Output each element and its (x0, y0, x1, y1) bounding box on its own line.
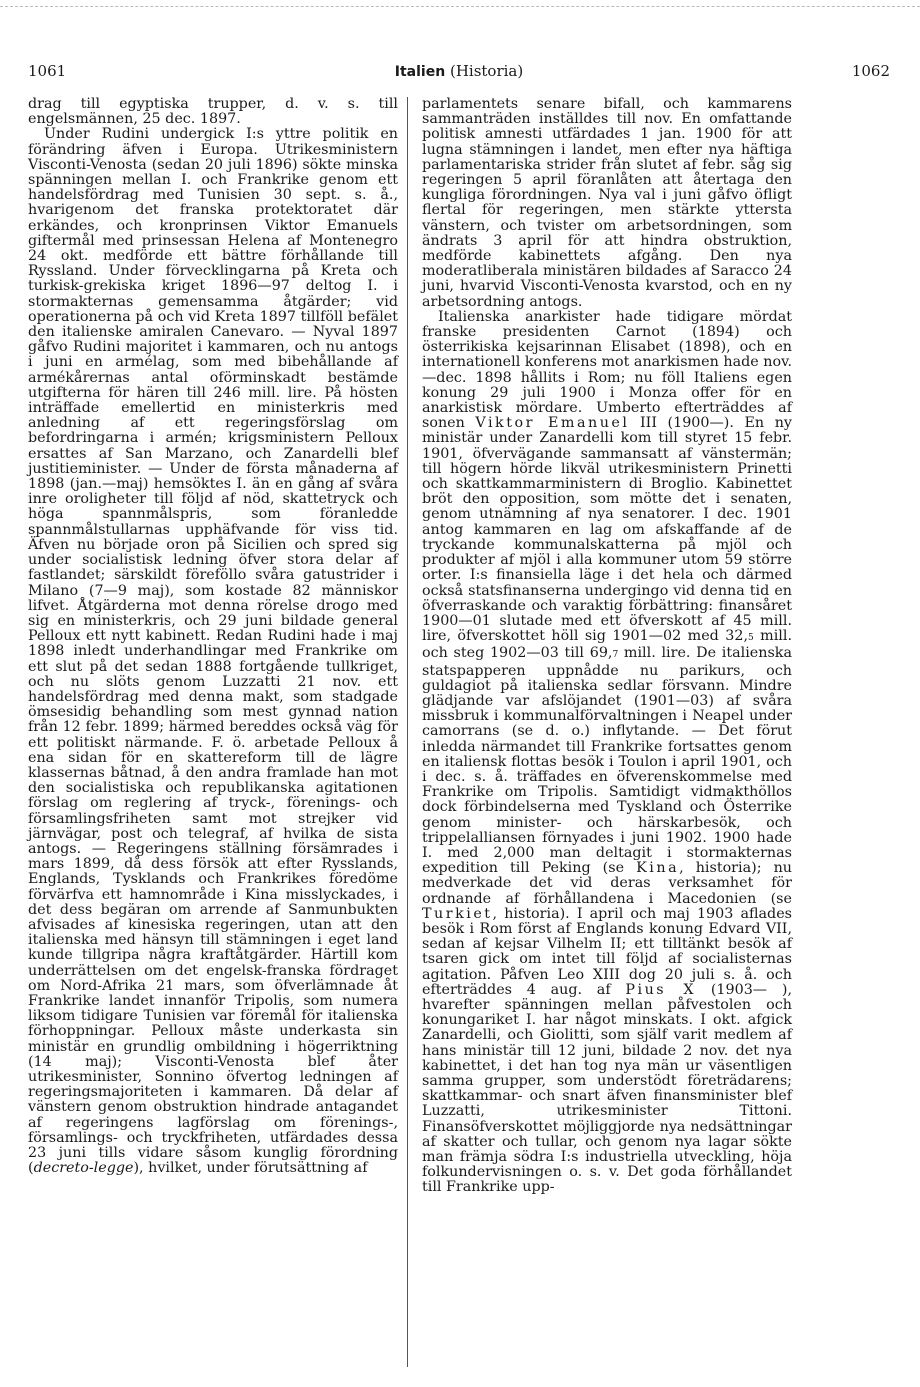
decimal-subscript: 7 (612, 650, 619, 661)
paragraph: parlamentets senare bifall, och kammarens sammanträden inställdes till nov. En omfattande politisk amnesti utfärdades 1 jan. 1900 för att lugna stämningen i landet, men efter nya häftiga parlamentariska strider från slutet af febr. såg sig regeringen 5 april föranlåten att återtaga den kungliga förordningen. Nya val i juni gåfvo öfligt flertal för regeringen, men stärkte yttersta vänstern, och tvister om arbetsordningen, som ändrats 3 april för att hindra obstruktion, medförde kabinettets afgång. Den nya moderatliberala ministären bildades af Saracco 24 juni, hvarvid Visconti-Venosta kvarstod, och en ny arbetsordning antogs. (422, 96, 792, 310)
text-run: , historia); nu medverkade det vid deras verksamhet för ordnande af förhållandena i Macedonien (se (422, 860, 792, 907)
spaced-name: Viktor Emanuel (475, 415, 630, 432)
paragraph (422, 310, 792, 1196)
text-run: (1903— ), hvarefter spänningen mellan påfvestolen och konungariket I. har något minskats. I okt. afgick Zanardelli, och Giolitti, som själf varit medlem af hans ministär till 12 juni, bildade 2 nov. det nya kabinettet, i det han tog nya män ur väsentligen samma grupper, som understödt företrädarens; skattkammar- och snart äfven finansminister blef Luzzatti, utrikesminister Tittoni. Finansöfverskottet möjliggjorde nya nedsättningar af skatter och tullar, och genom nya lagar sökte man främja södra I:s industriella utveckling, höja folkundervisningen o. s. v. Det goda förhållandet till Frankrike upp- (422, 981, 792, 1196)
italic-term: decreto-legge (33, 1160, 134, 1177)
text-run: , historia). I april och maj 1903 aflades besök i Rom först af Englands konung Edvard VII, sedan af kejsar Vilhelm II; ett tilltänkt besök af tsaren gick om intet till följd af socialisternas agitation. Påfven Leo XIII dog 20 juli s. å. och efterträddes 4 aug. af (422, 905, 792, 998)
page-header (28, 62, 890, 86)
page-number-left: 1061 (28, 62, 67, 80)
running-head (28, 62, 890, 80)
decimal-subscript: 5 (748, 633, 754, 644)
text-run: Under Rudini undergick I:s yttre politik en förändring äfven i Europa. Utrikesministern Visconti-Venosta (sedan 20 juli 1896) sökte minska spänningen mellan I. och Frankrike genom ett handelsfördrag med Tunisien 30 sept. s. å., hvarigenom det franska protektoratet där erkändes, och kronprinsen Viktor Emanuels giftermål med prinsessan Helena af Montenegro 24 okt. medförde ett bättre förhållande till Ryssland. Under förvecklingarna på Kreta och turkisk-grekiska kriget 1896—97 deltog I. i stormakternas gemensamma åtgärder; vid operationerna på och vid Kreta 1897 tillföll befälet den italienske amiralen Canevaro. — Nyval 1897 gåfvo Rudini majoritet i kammaren, och nu antogs i juni en armélag, som med bibehållande af armékårernas antal oförminskadt bestämde utgifterna för hären till 246 mill. lire. På hösten inträffade emellertid en ministerkris med anledning af ett regeringsförslag om befordringarna i armén; krigsministern Pelloux ersattes af San Marzano, och Zanardelli blef justitieminister. — Under de första månaderna af 1898 (jan.—maj) hemsöktes I. än en gång af svåra inre oroligheter till följd af nöd, skattetryck och höga spannmålspris, som föranledde spannmålstullarnas upphäfvande för viss tid. Äfven nu började oron på Sicilien och spred sig under socialistisk ledning öfver stora delar af fastlandet; särskildt föreföllo svåra gatustrider i Milano (7—9 maj), som kostade 82 människor lifvet. Åtgärderna mot denna rörelse drogo med sig en ministerkris, och 29 juni bildade general Pelloux ett nytt kabinett. Redan Rudini hade i maj 1898 inledt underhandlingar med Frankrike om ett slut på det sedan 1888 fortgående tullkriget, och nu slöts genom Luzzatti 21 nov. ett handelsfördrag med denna makt, som stadgade ömsesidig behandling som mest gynnad nation från 12 febr. 1899; härmed bereddes också väg för ett politiskt närmande. F. ö. arbetade Pelloux å ena sidan för en skattereform till de lägre klassernas båtnad, å den andra framlade han mot den socialistiska och republikanska agitationen förslag om reglering af tryck-, förenings- och församlingsfriheten samt mot strejker vid järnvägar, post och telegraf, af hvilka de sista antogs. — Regeringens ställning försämrades i mars 1899, då dess försök att efter Rysslands, Englands, Tysklands och Frankrikes föredöme förvärfva ett hamnområde i Kina misslyckades, i det dess begäran om arrende af Sanmunbukten afvisades af kinesiska regeringen, utan att den italienska med hänsyn till stämningen i eget land kunde tillgripa några kraftåtgärder. Härtill kom underrättelsen om det engelsk-franska fördraget om Nord-Afrika 21 mars, som öfverlämnade åt Frankrike landet innanför Tripolis, som numera liksom tidigare Tunisien var föremål för italienska förhoppningar. Pelloux måste underkasta sin ministär en grundlig ombildning i högerriktning (14 maj); Visconti-Venosta blef åter utrikesminister, Sonnino öfvertog ledningen af regeringsmajoriteten i kammaren. Då delar af vänstern genom obstruktion hindrade antagandet af regeringens lagförslag om förenings-, församlings- och tryckfriheten, utfärdades dessa 23 juni tills vidare såsom kunglig förordning ( (28, 126, 398, 1177)
spaced-name: Pius X (625, 981, 697, 998)
text-run: ), hvilket, under förutsättning af (133, 1160, 368, 1177)
text-run: mill. lire. De italienska statspapperen uppnådde nu parikurs, och guldagiot på italienska sedlar försvann. Mindre glädjande var afslöjandet (1901—03) af svåra missbruk i kommunalförvaltningen i Neapel under camorrans (se d. o.) inflytande. — Det förut inledda närmandet till Frankrike fortsattes genom en italiensk flottas besök i Toulon i april 1901, och i dec. s. å. träffades en öfverenskommelse med Frankrike om Tripolis. Samtidigt vidmakthöllos dock förbindelserna med Tyskland och Österrike genom minister- och härskarbesök, och trippelalliansen förnyades i juni 1902. 1900 hade I. med 2,000 man deltagit i stormakternas expedition till Peking (se (422, 645, 792, 877)
text-run: Italienska anarkister hade tidigare mördat franske presidenten Carnot (1894) och österrikiska kejsarinnan Elisabet (1898), och en internationell konferens mot anarkismen hade nov.—dec. 1898 hållits i Rom; nu föll Italiens egen konung 29 juli 1900 i Monza offer för en anarkistisk mördare. Umberto efterträddes af sonen (422, 308, 792, 432)
running-head-subtitle: (Historia) (449, 62, 524, 80)
right-column (422, 97, 792, 1196)
column-divider (407, 97, 408, 1367)
paragraph: drag till egyptiska trupper, d. v. s. till engelsmännen, 25 dec. 1897. (28, 96, 398, 128)
top-dashed-rule (0, 6, 920, 8)
cross-reference: Kina (636, 860, 680, 877)
cross-reference: Turkiet (422, 905, 493, 922)
left-column (28, 97, 398, 1176)
running-head-headword: Italien (394, 64, 446, 80)
text-run: mill. och steg 1902—03 till 69, (422, 628, 792, 662)
page-number-right: 1062 (851, 62, 890, 80)
text-run: III (1900—). En ny ministär under Zanardelli kom till styret 15 febr. 1901, öfvervägande sammansatt af vänstermän; till högern hörde likväl utrikesministern Prinetti och skattkammarministern di Broglio. Kabinettet bröt den opposition, som mötte det i senaten, genom utnämning af nya senatorer. I dec. 1901 antog kammaren en lag om afskaffande af de tryckande kommunalskatterna på mjöl och produkter af mjöl i alla kommuner utom 59 större orter. I:s finansiella läge i det hela och därmed också statsfinanserna undergingo vid denna tid en öfverraskande och varaktig förbättring: finansåret 1900—01 slutade med ett öfverskott af 45 mill. lire, öfverskottet höll sig 1901—02 med 32, (422, 415, 792, 645)
paragraph (28, 127, 398, 1176)
